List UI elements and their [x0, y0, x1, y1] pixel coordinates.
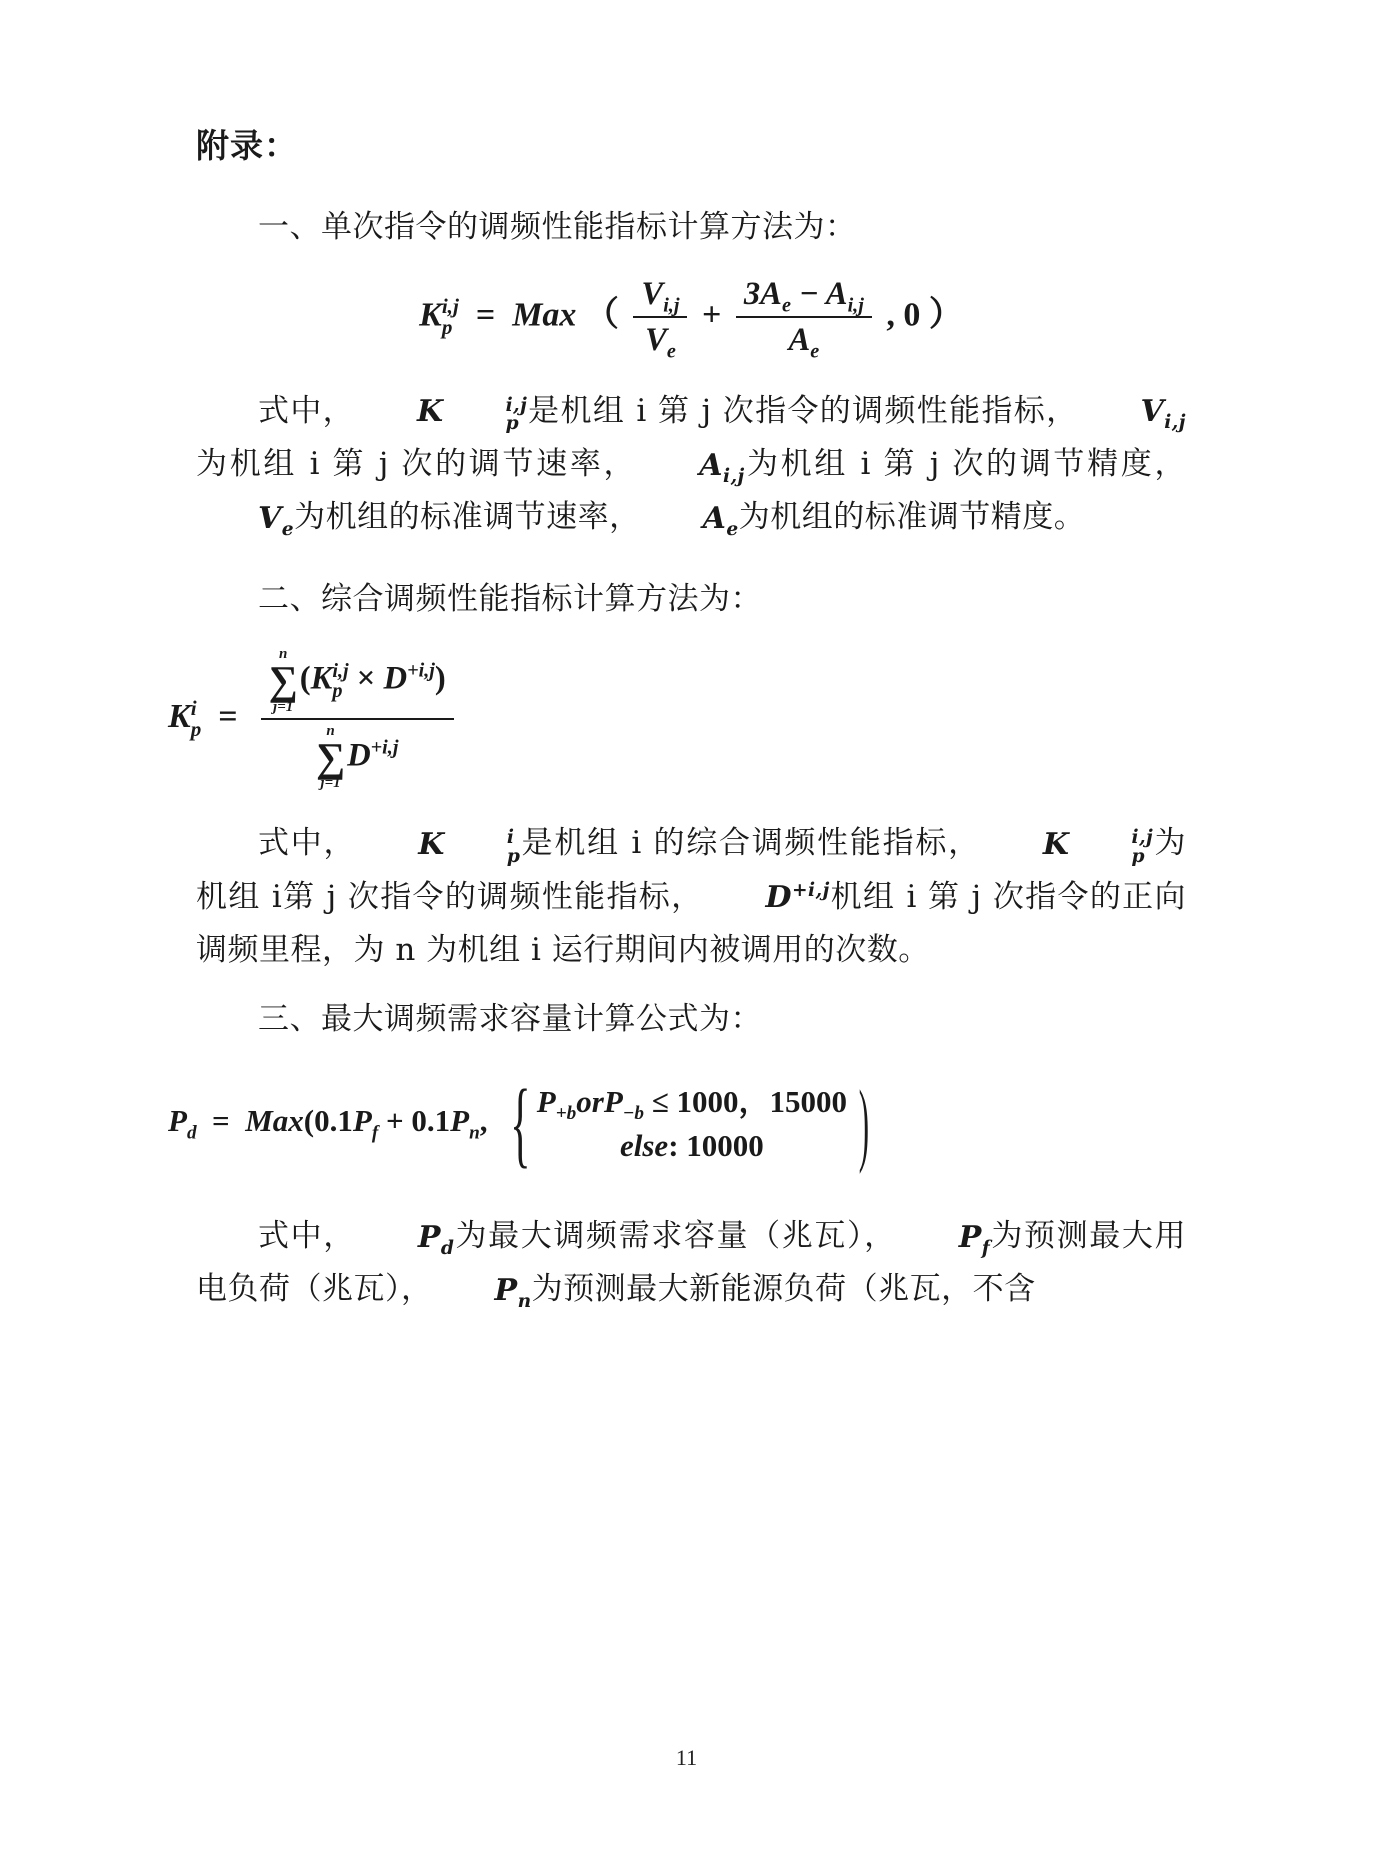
exp1-run-c: 为 [196, 446, 230, 482]
exp3-sym-pf: $P_f$ [958, 1219, 991, 1259]
section-title-1: 一、单次指令的调频性能指标计算方法为： [258, 209, 857, 245]
formula-2: K i p = n ∑ j=1 (K i,j p × $D^{+i,j}$) n ∑ j=1 $D^{+i,j}$ [162, 647, 1186, 791]
formula1-lhs: K [419, 295, 442, 333]
exp3-run-a: 式中， [258, 1218, 356, 1255]
formula2-equals: = [209, 698, 247, 736]
exp1-run-g: 为机组的标准调节精度。 [738, 499, 1086, 536]
section-title-3: 三、最大调频需求容量计算公式为： [258, 1001, 762, 1038]
exp1-run-d: 机组 i 第 j 次的调节速率， [229, 446, 638, 482]
explanation-1 [196, 385, 1186, 545]
formula2-lhs: K [168, 698, 191, 736]
formula1-fraction-2: $\frac{3A_e - A_{i,j}}{A_e}$ [736, 276, 872, 359]
appendix-title: 附录： [196, 126, 298, 165]
formula3-cases: { $P_{+b}orP_{-b} \le 1000$，15000 else: 10000 [509, 1070, 848, 1178]
exp2-run-a: 式中， [258, 825, 357, 862]
formula3-max: Max [245, 1103, 304, 1139]
exp3-run-c: 为预测最大 [990, 1218, 1155, 1255]
formula3-rparen: ) [858, 1070, 870, 1176]
formula1-rparen: ） [928, 295, 963, 333]
exp2-sym-d: $D^{+i,j}$ [765, 880, 830, 916]
exp2-run-e: 机组 i 第 j 次指令的正向 [829, 878, 1186, 915]
formula3-case-1: $P_{+b}orP_{-b} \le 1000$，15000 [536, 1084, 848, 1125]
formula-1: K i,j p = Max （ $\frac{V_{i,j}}{V_e}$ + $\frac{3A_e - A_{i,j}}{A_e}$ , 0 ） [419, 275, 963, 363]
explanation-2 [196, 817, 1186, 977]
exp3-run-d: 用电负荷（兆瓦）， [196, 1218, 1187, 1308]
formula3-equals: = [204, 1103, 238, 1139]
exp1-run-e: 为机组 i 第 j 次的调节精度， [744, 446, 1186, 482]
page-content [168, 120, 1187, 1329]
formula1-lparen: （ [584, 295, 619, 333]
formula2-sum-num: n ∑ j=1 [268, 646, 298, 715]
exp1-sym-ae: $A_e$ [702, 501, 739, 541]
formula1-equals: = [467, 295, 504, 333]
exp1-sym-kp: K i,j p [417, 394, 528, 435]
exp2-run-b: 是机组 i 的综合调频性能指标， [520, 825, 981, 862]
formula1-plus: + [701, 295, 722, 333]
formula1-fraction-1: $\frac{V_{i,j}}{V_e}$ [633, 276, 687, 359]
formula2-sum-den: n ∑ j=1 [315, 722, 346, 792]
exp3-run-e: 为预测最大新能源负荷（兆瓦，不含 [531, 1271, 1036, 1308]
section-title-2: 二、综合调频性能指标计算方法为： [258, 580, 762, 617]
exp3-run-b: 为最大调频需求容量（兆瓦）， [454, 1218, 897, 1255]
exp2-run-f: 调频里程，为 n 为机组 i 运行期间内被调用的次数。 [196, 932, 930, 969]
formula1-max: Max [512, 295, 577, 333]
exp2-run-d: 第 j 次指令的调频性能指标， [282, 878, 704, 915]
exp1-sym-ve: $V_e$ [258, 501, 295, 541]
formula-3: $P_d = Max(0.1P_f + 0.1P_n$, { $P_{+b}orP_{-b} \le 1000$，15000 else: 10000 ) [168, 1070, 870, 1178]
formula2-fraction: n ∑ j=1 (K i,j p × $D^{+i,j}$) n ∑ j=1 $D^{+i,j}$ [261, 647, 454, 791]
formula3-case-2: else: 10000 [620, 1128, 764, 1164]
exp1-sym-vij: $V_{i,j}$ [1140, 394, 1186, 434]
exp3-sym-pd: $P_d$ [417, 1219, 455, 1259]
formula1-comma-zero: , 0 [886, 295, 921, 333]
exp1-run-f: 为机组的标准调节速率， [294, 499, 641, 536]
exp2-sym-kpi: K i p [418, 827, 521, 867]
exp1-run-a: 式中， [258, 392, 355, 429]
exp3-sym-pn: $P_n$ [494, 1273, 532, 1313]
formula3-lhs: P [168, 1103, 187, 1139]
exp1-sym-aij: $A_{i,j}$ [699, 447, 745, 487]
exp2-run-c: 为机组 i [196, 825, 1187, 915]
exp1-run-b: 是机组 i 第 j 次指令的调频性能指标， [527, 392, 1079, 429]
exp2-sym-kpij: K i,j p [1042, 827, 1154, 867]
explanation-3 [196, 1210, 1186, 1317]
page-number: 11 [675, 1745, 698, 1770]
